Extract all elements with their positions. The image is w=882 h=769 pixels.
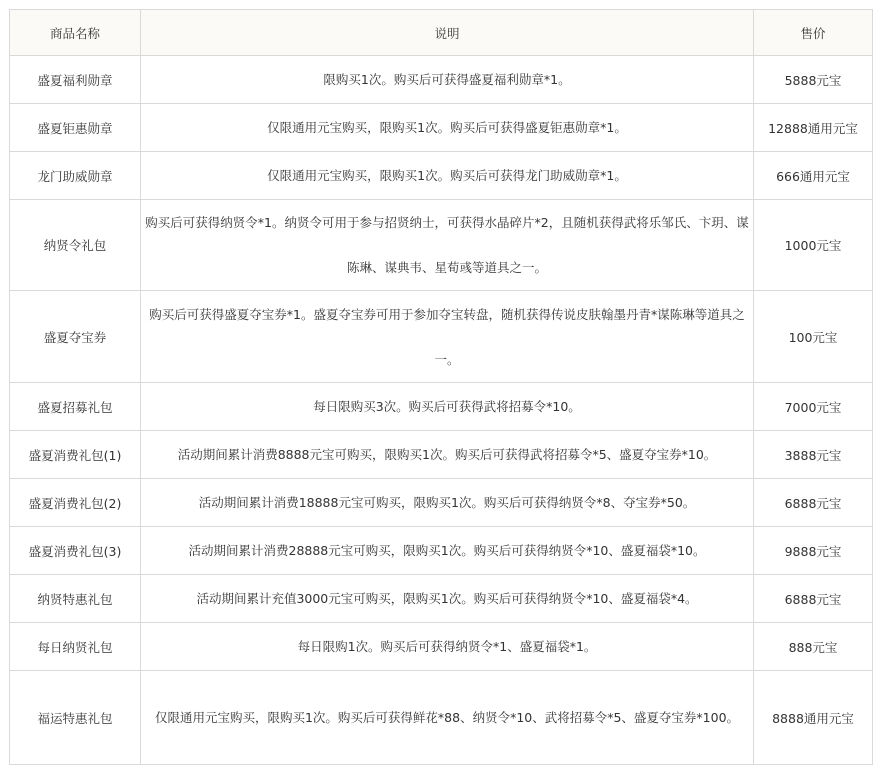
item-description: 活动期间累计消费28888元宝可购买，限购买1次。购买后可获得纳贤令*10、盛夏福袋*10。	[141, 527, 754, 575]
item-name: 盛夏消费礼包(2)	[10, 479, 141, 527]
item-price: 3888元宝	[754, 431, 873, 479]
item-price: 5888元宝	[754, 56, 873, 104]
table-header-row	[10, 10, 873, 56]
goods-table-container	[9, 9, 873, 765]
table-row	[10, 575, 873, 623]
table-row	[10, 527, 873, 575]
item-description: 活动期间累计充值3000元宝可购买，限购买1次。购买后可获得纳贤令*10、盛夏福袋*4。	[141, 575, 754, 623]
table-row	[10, 671, 873, 765]
item-description: 购买后可获得纳贤令*1。纳贤令可用于参与招贤纳士，可获得水晶碎片*2，且随机获得武将乐邹氏、卞玥、谋陈琳、谋典韦、星荀彧等道具之一。	[141, 200, 754, 291]
item-name: 纳贤特惠礼包	[10, 575, 141, 623]
header-price: 售价	[754, 10, 873, 56]
item-description: 活动期间累计消费18888元宝可购买，限购买1次。购买后可获得纳贤令*8、夺宝券*50。	[141, 479, 754, 527]
header-item-name: 商品名称	[10, 10, 141, 56]
item-description: 仅限通用元宝购买，限购买1次。购买后可获得盛夏钜惠勋章*1。	[141, 104, 754, 152]
item-name: 纳贤令礼包	[10, 200, 141, 291]
table-row	[10, 431, 873, 479]
item-name: 盛夏消费礼包(1)	[10, 431, 141, 479]
table-row	[10, 200, 873, 291]
item-name: 每日纳贤礼包	[10, 623, 141, 671]
item-price: 100元宝	[754, 291, 873, 383]
item-name: 盛夏招募礼包	[10, 383, 141, 431]
item-price: 6888元宝	[754, 479, 873, 527]
item-price: 666通用元宝	[754, 152, 873, 200]
item-name: 盛夏福利勋章	[10, 56, 141, 104]
item-price: 12888通用元宝	[754, 104, 873, 152]
item-name: 盛夏夺宝券	[10, 291, 141, 383]
item-description: 仅限通用元宝购买，限购买1次。购买后可获得龙门助威勋章*1。	[141, 152, 754, 200]
table-row	[10, 479, 873, 527]
table-row	[10, 56, 873, 104]
item-description: 限购买1次。购买后可获得盛夏福利勋章*1。	[141, 56, 754, 104]
goods-price-table	[9, 9, 873, 765]
item-price: 888元宝	[754, 623, 873, 671]
item-price: 8888通用元宝	[754, 671, 873, 765]
item-price: 6888元宝	[754, 575, 873, 623]
table-row	[10, 383, 873, 431]
item-price: 7000元宝	[754, 383, 873, 431]
table-row	[10, 104, 873, 152]
table-row	[10, 152, 873, 200]
item-name: 龙门助威勋章	[10, 152, 141, 200]
item-description: 仅限通用元宝购买，限购买1次。购买后可获得鲜花*88、纳贤令*10、武将招募令*5、盛夏夺宝券*100。	[141, 671, 754, 765]
item-price: 9888元宝	[754, 527, 873, 575]
item-price: 1000元宝	[754, 200, 873, 291]
item-name: 盛夏消费礼包(3)	[10, 527, 141, 575]
header-description: 说明	[141, 10, 754, 56]
item-description: 购买后可获得盛夏夺宝券*1。盛夏夺宝券可用于参加夺宝转盘，随机获得传说皮肤翰墨丹青*谋陈琳等道具之一。	[141, 291, 754, 383]
item-description: 每日限购1次。购买后可获得纳贤令*1、盛夏福袋*1。	[141, 623, 754, 671]
item-description: 活动期间累计消费8888元宝可购买，限购买1次。购买后可获得武将招募令*5、盛夏夺宝券*10。	[141, 431, 754, 479]
item-name: 盛夏钜惠勋章	[10, 104, 141, 152]
table-row	[10, 623, 873, 671]
item-name: 福运特惠礼包	[10, 671, 141, 765]
table-row	[10, 291, 873, 383]
item-description: 每日限购买3次。购买后可获得武将招募令*10。	[141, 383, 754, 431]
